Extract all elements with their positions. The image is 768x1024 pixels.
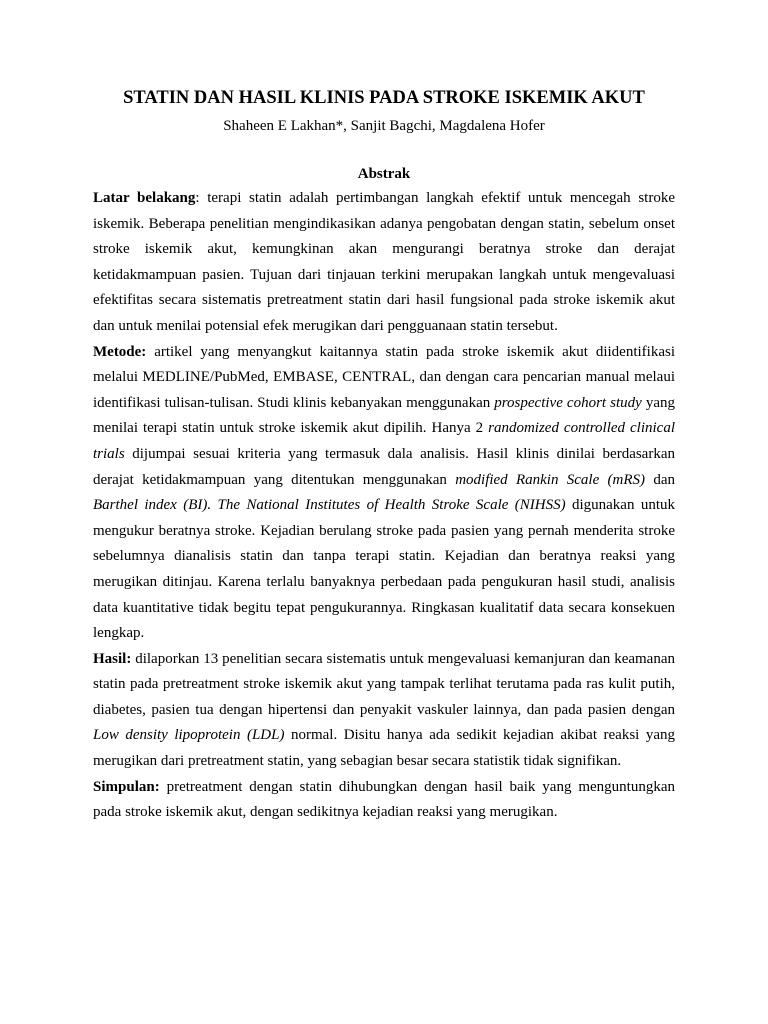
italic-term: Barthel index (BI). The National Institutes of Health Stroke Scale (NIHSS) bbox=[93, 497, 566, 514]
section-label: Latar belakang bbox=[93, 190, 196, 206]
section-simpulan bbox=[93, 775, 675, 826]
paper-title: STATIN DAN HASIL KLINIS PADA STROKE ISKEMIK AKUT bbox=[123, 88, 645, 108]
section-label: Simpulan: bbox=[93, 778, 160, 795]
section-text: : terapi statin adalah pertimbangan langkah efektif untuk mencegah stroke iskemik. Beberapa penelitian mengindikasikan adanya pengobatan dengan statin, sebelum onset stroke iskemik akut, kemungkinan akan mengurangi beratnya stroke dan derajat ketidakmampuan pasien. Tujuan dari tinjauan terkini merupakan langkah untuk mengevaluasi efektifitas secara sistematis pretreatment statin dari hasil fungsional pada stroke iskemik akut dan untuk menilai potensial efek merugikan dari pengguanaan statin tersebut. bbox=[93, 190, 675, 334]
paper-authors: Shaheen E Lakhan*, Sanjit Bagchi, Magdalena Hofer bbox=[223, 118, 545, 134]
section-text: digunakan untuk mengukur beratnya stroke. Kejadian berulang stroke pada pasien yang pernah menderita stroke sebelumnya dianalisis statin dan tanpa terapi statin. Kejadian dan beratnya reaksi yang merugikan ditinjau. Karena terlalu banyaknya perbedaan pada pengukuran hasil studi, analisis data kuantitative tidak begitu tepat pengukurannya. Ringkasan kualitatif data secara konsekuen lengkap. bbox=[93, 497, 675, 642]
section-text: pretreatment dengan statin dihubungkan dengan hasil baik yang menguntungkan pada stroke iskemik akut, dengan sedikitnya kejadian reaksi yang merugikan. bbox=[93, 778, 675, 821]
section-text: dilaporkan 13 penelitian secara sistematis untuk mengevaluasi kemanjuran dan keamanan statin pada pretreatment stroke iskemik akut yang tampak terlihat terutama pada ras kulit putih, diabetes, pasien tua dengan hipertensi dan penyakit vaskuler lainnya, dan pada pasien dengan bbox=[93, 650, 675, 718]
section-label: Metode: bbox=[93, 343, 147, 360]
abstract-body bbox=[93, 186, 675, 826]
section-text: normal. Disitu hanya ada sedikit kejadian akibat reaksi yang merugikan dari pretreatment statin, yang sebagian besar secara statistik tidak signifikan. bbox=[93, 727, 675, 770]
section-label: Hasil: bbox=[93, 650, 132, 667]
section-text: artikel yang menyangkut kaitannya statin pada stroke iskemik akut diidentifikasi melalui MEDLINE/PubMed, EMBASE, CENTRAL, dan dengan cara pencarian manual melaui identifikasi tulisan-tulisan. Studi klinis kebanyakan menggunakan bbox=[93, 343, 675, 411]
section-metode bbox=[93, 340, 675, 647]
section-text: yang menilai terapi statin untuk stroke iskemik akut dipilih. Hanya 2 bbox=[93, 394, 675, 437]
section-text: dijumpai sesuai kriteria yang termasuk dala analisis. Hasil klinis dinilai berdasarkan derajat ketidakmampuan yang ditentukan menggunakan bbox=[93, 445, 675, 488]
abstract-heading: Abstrak bbox=[357, 166, 411, 182]
section-hasil bbox=[93, 647, 675, 775]
italic-term: prospective cohort study bbox=[494, 394, 642, 411]
italic-term: randomized controlled clinical trials bbox=[93, 420, 675, 462]
section-text: dan bbox=[645, 471, 675, 488]
italic-term: modified Rankin Scale (mRS) bbox=[455, 471, 646, 488]
italic-term: Low density lipoprotein (LDL) bbox=[93, 727, 285, 744]
section-latar-belakang bbox=[93, 186, 675, 340]
